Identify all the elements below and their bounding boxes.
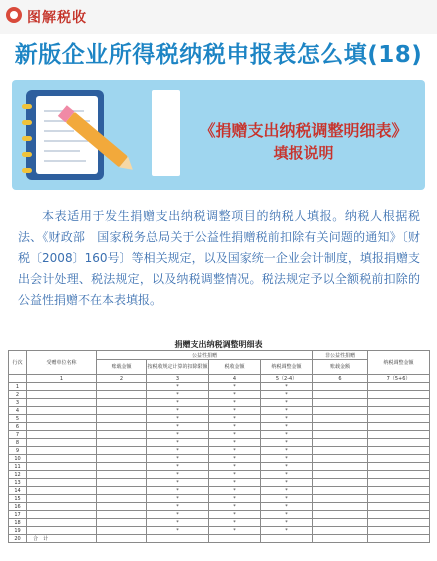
logo-bar	[0, 0, 437, 34]
logo-text: 图解税收	[27, 10, 87, 26]
star-cell: *	[147, 439, 209, 447]
table-title: 捐赠支出纳税调整明细表	[174, 340, 263, 349]
table-row	[9, 527, 430, 535]
star-cell: *	[209, 415, 261, 423]
donation-table	[8, 350, 430, 543]
table-row	[9, 479, 430, 487]
header-total-adjust: 纳税调整金额	[368, 351, 430, 375]
star-cell: *	[209, 511, 261, 519]
table-row	[9, 503, 430, 511]
row-number: 5	[9, 415, 27, 423]
star-cell: *	[147, 455, 209, 463]
star-cell: *	[209, 431, 261, 439]
star-cell: *	[209, 495, 261, 503]
table-row	[9, 519, 430, 527]
star-cell: *	[261, 527, 313, 535]
star-cell: *	[147, 383, 209, 391]
table-row	[9, 431, 430, 439]
star-cell: *	[261, 383, 313, 391]
star-cell: *	[261, 447, 313, 455]
star-cell: *	[261, 519, 313, 527]
star-cell: *	[209, 471, 261, 479]
table-row	[9, 471, 430, 479]
header-recipient: 受赠单位名称	[27, 351, 97, 375]
star-cell: *	[261, 391, 313, 399]
row-number: 7	[9, 431, 27, 439]
star-cell: *	[147, 423, 209, 431]
row-number: 15	[9, 495, 27, 503]
star-cell: *	[261, 431, 313, 439]
row-number: 3	[9, 399, 27, 407]
row-number: 6	[9, 423, 27, 431]
banner-subtitle: 填报说明	[273, 144, 334, 162]
star-cell: *	[147, 479, 209, 487]
star-cell: *	[261, 503, 313, 511]
table-row	[9, 407, 430, 415]
star-cell: *	[147, 495, 209, 503]
star-cell: *	[147, 399, 209, 407]
table-row	[9, 487, 430, 495]
header-nonpublic-group: 非公益性捐赠	[313, 351, 368, 360]
table-row	[9, 399, 430, 407]
star-cell: *	[209, 423, 261, 431]
row-number: 16	[9, 503, 27, 511]
row-number: 19	[9, 527, 27, 535]
star-cell: *	[261, 407, 313, 415]
banner-title: 《捐赠支出纳税调整明细表》	[199, 121, 408, 140]
star-cell: *	[147, 391, 209, 399]
row-number: 9	[9, 447, 27, 455]
row-number: 8	[9, 439, 27, 447]
star-cell: *	[209, 439, 261, 447]
table-row	[9, 447, 430, 455]
star-cell: *	[147, 471, 209, 479]
star-cell: *	[209, 383, 261, 391]
star-cell: *	[261, 399, 313, 407]
description-text: 本表适用于发生捐赠支出纳税调整项目的纳税人填报。纳税人根据税法、《财政部 国家税务总局关于公益性捐赠税前扣除有关问题的通知》〔财税〔2008〕160号〕等相关规定，以及国家统一企业会计制度，填报捐赠支出会计处理、税法规定，以及纳税调整情况。税法规定予以全额税前扣除的公益性捐赠不在本表填报。	[18, 209, 420, 307]
table-row-total: 20 合 计	[9, 535, 430, 543]
table-row	[9, 423, 430, 431]
star-cell: *	[261, 471, 313, 479]
row-number: 11	[9, 463, 27, 471]
star-cell: *	[209, 479, 261, 487]
row-number: 18	[9, 519, 27, 527]
star-cell: *	[147, 511, 209, 519]
star-cell: *	[209, 455, 261, 463]
row-number: 1	[9, 383, 27, 391]
star-cell: *	[209, 399, 261, 407]
header-book-amount: 账载金额	[97, 360, 147, 375]
table-row	[9, 495, 430, 503]
row-number: 17	[9, 511, 27, 519]
star-cell: *	[261, 415, 313, 423]
banner	[12, 80, 425, 190]
star-cell: *	[261, 479, 313, 487]
star-cell: *	[209, 391, 261, 399]
page-title: 新版企业所得税纳税申报表怎么填(18)	[14, 42, 423, 68]
table-row	[9, 463, 430, 471]
notepad-icon	[152, 90, 180, 176]
logo-icon	[6, 7, 22, 23]
star-cell: *	[209, 407, 261, 415]
star-cell: *	[147, 407, 209, 415]
star-cell: *	[209, 519, 261, 527]
star-cell: *	[209, 463, 261, 471]
star-cell: *	[261, 423, 313, 431]
star-cell: *	[261, 463, 313, 471]
star-cell: *	[209, 487, 261, 495]
header-adjust-amount: 纳税调整金额	[261, 360, 313, 375]
star-cell: *	[147, 463, 209, 471]
header-tax-amount: 税收金额	[209, 360, 261, 375]
star-cell: *	[261, 511, 313, 519]
row-number: 13	[9, 479, 27, 487]
index-row: 1 2 3 4 5（2-4） 6 7（5+6）	[9, 375, 430, 383]
row-number: 2	[9, 391, 27, 399]
star-cell: *	[147, 415, 209, 423]
row-number: 4	[9, 407, 27, 415]
star-cell: *	[147, 431, 209, 439]
row-number: 14	[9, 487, 27, 495]
table-row	[9, 455, 430, 463]
star-cell: *	[261, 455, 313, 463]
star-cell: *	[209, 447, 261, 455]
table-row	[9, 415, 430, 423]
row-number: 12	[9, 471, 27, 479]
star-cell: *	[209, 503, 261, 511]
header-public-group: 公益性捐赠	[97, 351, 313, 360]
star-cell: *	[147, 519, 209, 527]
star-cell: *	[147, 527, 209, 535]
star-cell: *	[261, 495, 313, 503]
table-row	[9, 511, 430, 519]
header-row-no: 行次	[9, 351, 27, 375]
table-row	[9, 383, 430, 391]
star-cell: *	[147, 447, 209, 455]
table-row	[9, 439, 430, 447]
row-number: 10	[9, 455, 27, 463]
star-cell: *	[209, 527, 261, 535]
table-row	[9, 391, 430, 399]
header-limit: 按税收规定计算的扣除限额	[147, 360, 209, 375]
star-cell: *	[147, 487, 209, 495]
star-cell: *	[261, 487, 313, 495]
header-np-book-amount: 账载金额	[313, 360, 368, 375]
star-cell: *	[147, 503, 209, 511]
star-cell: *	[261, 439, 313, 447]
